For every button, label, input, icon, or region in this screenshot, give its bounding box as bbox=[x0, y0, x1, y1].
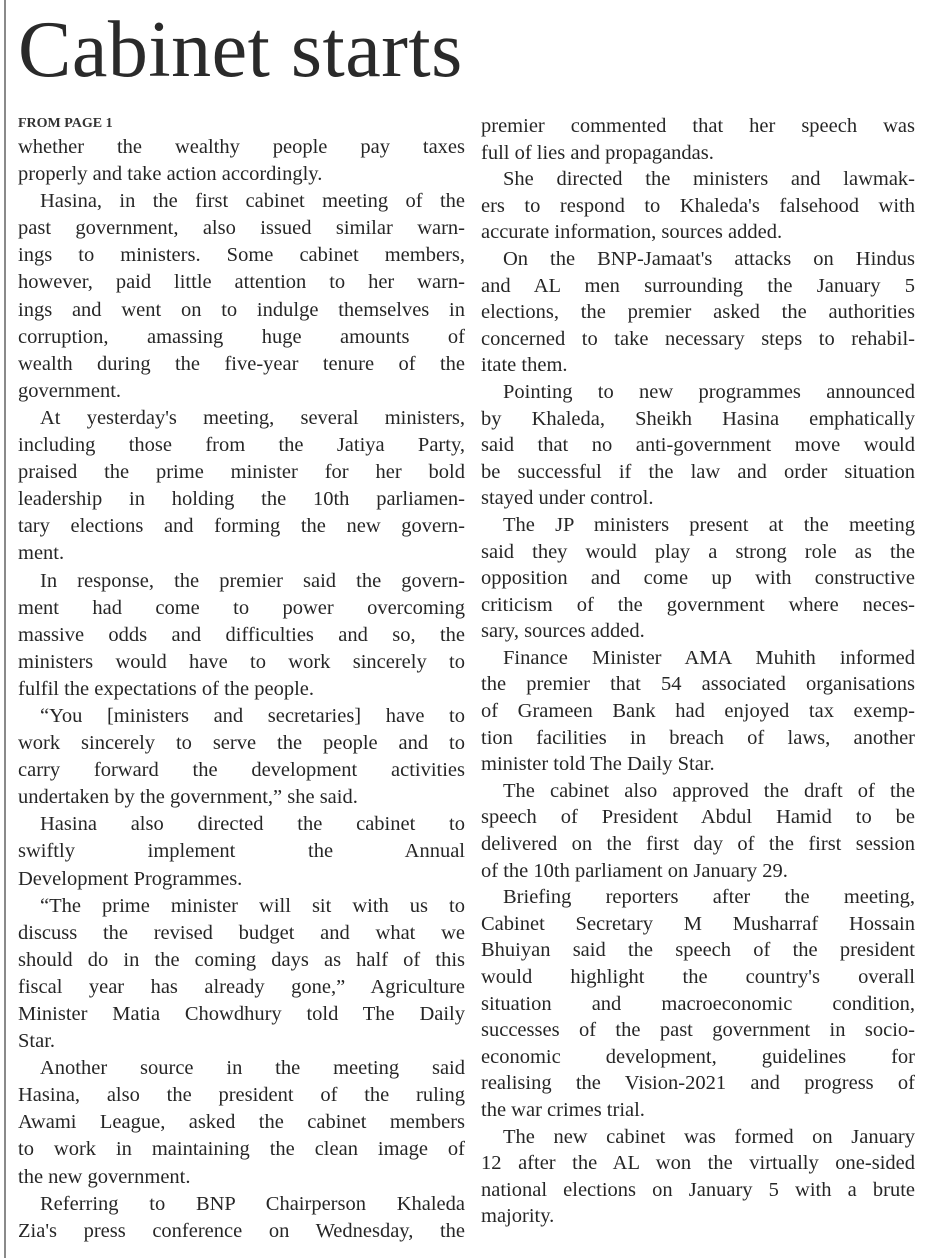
text-line: Awami League, asked the cabinet members bbox=[18, 1111, 465, 1134]
text-line: ers to respond to Khaleda's falsehood with bbox=[481, 194, 915, 217]
text-line: including those from the Jatiya Party, bbox=[18, 434, 465, 457]
text-line: itate them. bbox=[481, 354, 568, 377]
text-line: said they would play a strong role as the bbox=[481, 540, 915, 563]
article-paragraph bbox=[18, 811, 465, 892]
text-line: corruption, amassing huge amounts of bbox=[18, 325, 465, 348]
text-line: Hasina, in the first cabinet meeting of the bbox=[40, 190, 465, 213]
text-line: Pointing to new programmes announced bbox=[503, 380, 915, 403]
text-line: should do in the coming days as half of this bbox=[18, 948, 465, 971]
text-line: ment. bbox=[18, 542, 65, 565]
text-line: be successful if the law and order situation bbox=[481, 460, 915, 483]
text-line: whether the wealthy people pay taxes bbox=[18, 136, 465, 158]
text-line: Finance Minister AMA Muhith informed bbox=[503, 646, 915, 669]
text-line: the war crimes trial. bbox=[481, 1098, 645, 1121]
article-paragraph bbox=[481, 884, 915, 1123]
text-line: past government, also issued similar warn- bbox=[18, 217, 465, 240]
text-line: said that no anti-government move would bbox=[481, 434, 915, 457]
text-line: properly and take action accordingly. bbox=[18, 163, 323, 186]
article-paragraph bbox=[481, 379, 915, 512]
text-line: At yesterday's meeting, several ministers, bbox=[40, 406, 465, 429]
text-line: premier commented that her speech was bbox=[481, 115, 915, 137]
text-line: “You [ministers and secretaries] have to bbox=[40, 704, 465, 727]
text-line: wealth during the five-year tenure of the bbox=[18, 352, 465, 375]
text-line: tion facilities in breach of laws, another bbox=[481, 726, 915, 749]
article-column-left bbox=[18, 134, 465, 1245]
text-line: elections, the premier asked the authorities bbox=[481, 301, 915, 324]
text-line: however, paid little attention to her warn- bbox=[18, 271, 465, 294]
text-line: 12 after the AL won the virtually one-sided bbox=[481, 1152, 915, 1175]
text-line: government. bbox=[18, 379, 122, 402]
text-line: opposition and come up with constructive bbox=[481, 567, 915, 590]
article-paragraph bbox=[481, 512, 915, 645]
text-line: national elections on January 5 with a brute bbox=[481, 1178, 915, 1201]
headline: Cabinet starts bbox=[18, 6, 463, 94]
text-line: The cabinet also approved the draft of the bbox=[503, 779, 915, 802]
text-line: She directed the ministers and lawmak- bbox=[503, 168, 915, 191]
text-line: Another source in the meeting said bbox=[40, 1057, 465, 1080]
text-line: Hasina also directed the cabinet to bbox=[40, 813, 465, 836]
text-line: of the 10th parliament on January 29. bbox=[481, 859, 788, 882]
article-paragraph bbox=[18, 134, 465, 188]
text-line: swiftly implement the Annual bbox=[18, 840, 465, 863]
text-line: realising the Vision-2021 and progress of bbox=[481, 1072, 915, 1095]
text-line: to work in maintaining the clean image of bbox=[18, 1138, 465, 1161]
text-line: minister told The Daily Star. bbox=[481, 753, 715, 776]
text-line: discuss the revised budget and what we bbox=[18, 921, 465, 944]
text-line: Hasina, also the president of the ruling bbox=[18, 1084, 465, 1107]
article-paragraph bbox=[481, 645, 915, 778]
article-paragraph bbox=[18, 188, 465, 405]
text-line: ings to ministers. Some cabinet members, bbox=[18, 244, 465, 267]
article-paragraph bbox=[481, 113, 915, 166]
text-line: the premier that 54 associated organisations bbox=[481, 673, 915, 696]
text-line: Bhuiyan said the speech of the president bbox=[481, 939, 915, 962]
text-line: massive odds and difficulties and so, the bbox=[18, 623, 465, 646]
text-line: of Grameen Bank had enjoyed tax exemp- bbox=[481, 700, 915, 723]
article-paragraph bbox=[18, 405, 465, 568]
text-line: The JP ministers present at the meeting bbox=[503, 513, 915, 536]
article-column-right bbox=[481, 113, 915, 1230]
article-paragraph bbox=[481, 246, 915, 379]
text-line: delivered on the first day of the first session bbox=[481, 833, 915, 856]
continuation-kicker: FROM PAGE 1 bbox=[18, 116, 113, 131]
text-line: undertaken by the government,” she said. bbox=[18, 786, 358, 809]
text-line: fulfil the expectations of the people. bbox=[18, 677, 315, 700]
text-line: criticism of the government where neces- bbox=[481, 593, 915, 616]
text-line: ings and went on to indulge themselves in bbox=[18, 298, 465, 321]
article-paragraph bbox=[481, 778, 915, 884]
article-paragraph bbox=[18, 893, 465, 1056]
text-line: stayed under control. bbox=[481, 487, 654, 510]
text-line: “The prime minister will sit with us to bbox=[40, 894, 465, 917]
text-line: ment had come to power overcoming bbox=[18, 596, 465, 619]
article-paragraph bbox=[481, 1124, 915, 1230]
text-line: successes of the past government in socio- bbox=[481, 1019, 915, 1042]
text-line: Cabinet Secretary M Musharraf Hossain bbox=[481, 912, 915, 935]
text-line: majority. bbox=[481, 1205, 555, 1228]
text-line: economic development, guidelines for bbox=[481, 1045, 915, 1068]
text-line: Zia's press conference on Wednesday, the bbox=[18, 1219, 465, 1242]
text-line: On the BNP-Jamaat's attacks on Hindus bbox=[503, 247, 915, 270]
text-line: by Khaleda, Sheikh Hasina emphatically bbox=[481, 407, 915, 430]
text-line: carry forward the development activities bbox=[18, 759, 465, 782]
text-line: situation and macroeconomic condition, bbox=[481, 992, 915, 1015]
text-line: The new cabinet was formed on January bbox=[503, 1125, 915, 1148]
text-line: the new government. bbox=[18, 1165, 191, 1188]
text-line: sary, sources added. bbox=[481, 620, 645, 643]
text-line: Briefing reporters after the meeting, bbox=[503, 886, 915, 909]
text-line: full of lies and propagandas. bbox=[481, 141, 714, 164]
article-paragraph bbox=[18, 703, 465, 811]
text-line: Development Programmes. bbox=[18, 867, 243, 890]
text-line: Referring to BNP Chairperson Khaleda bbox=[40, 1192, 465, 1215]
left-border-rule bbox=[4, 0, 6, 1258]
text-line: Star. bbox=[18, 1030, 56, 1053]
text-line: work sincerely to serve the people and to bbox=[18, 732, 465, 755]
text-line: leadership in holding the 10th parliamen- bbox=[18, 488, 465, 511]
text-line: fiscal year has already gone,” Agriculture bbox=[18, 975, 465, 998]
text-line: speech of President Abdul Hamid to be bbox=[481, 806, 915, 829]
text-line: concerned to take necessary steps to rehabil- bbox=[481, 327, 915, 350]
text-line: would highlight the country's overall bbox=[481, 966, 915, 988]
article-paragraph bbox=[481, 166, 915, 246]
text-line: ministers would have to work sincerely to bbox=[18, 650, 465, 673]
article-paragraph bbox=[18, 1055, 465, 1190]
text-line: and AL men surrounding the January 5 bbox=[481, 274, 915, 297]
text-line: praised the prime minister for her bold bbox=[18, 461, 465, 484]
text-line: tary elections and forming the new govern- bbox=[18, 515, 465, 538]
text-line: accurate information, sources added. bbox=[481, 221, 783, 244]
text-line: In response, the premier said the govern- bbox=[40, 569, 465, 592]
text-line: Minister Matia Chowdhury told The Daily bbox=[18, 1003, 465, 1025]
article-paragraph bbox=[18, 1191, 465, 1245]
article-paragraph bbox=[18, 568, 465, 703]
